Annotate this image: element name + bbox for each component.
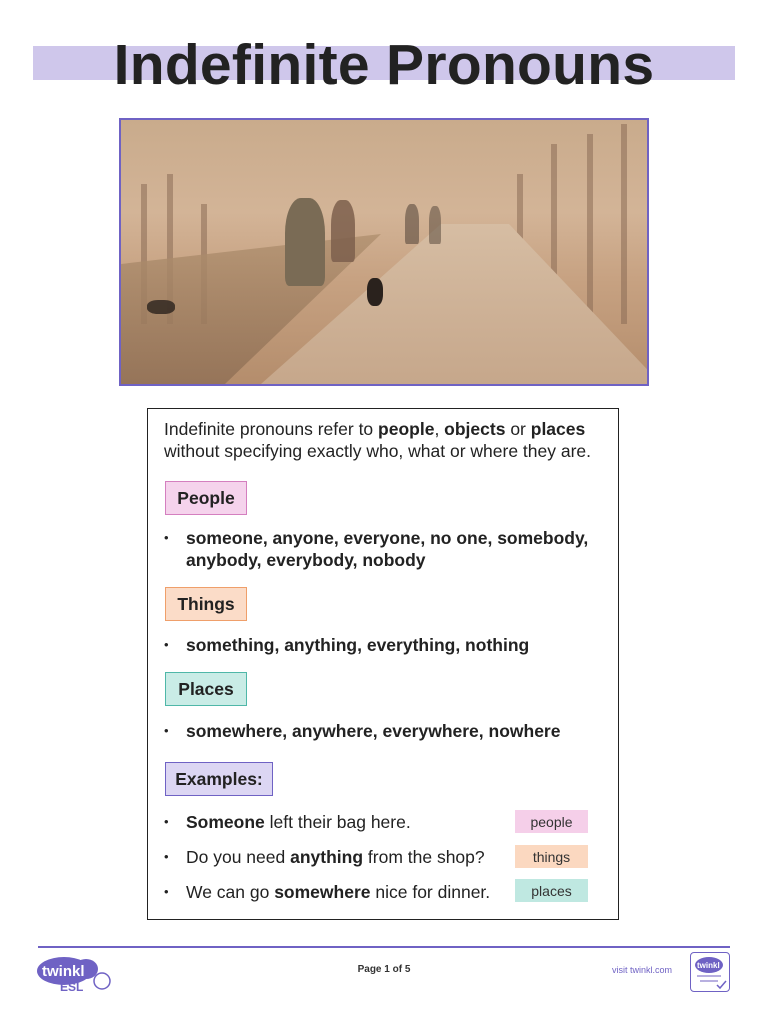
example-text: nice for dinner.: [370, 882, 491, 902]
person-distant: [405, 204, 419, 244]
logo-sub-text: ESL: [60, 980, 84, 993]
example-pronoun: somewhere: [274, 882, 371, 902]
places-list: [164, 720, 594, 742]
places-words: somewhere, anywhere, everywhere, nowhere: [186, 721, 561, 741]
dog: [147, 300, 175, 314]
intro-text: [164, 418, 614, 462]
person-walking: [331, 200, 355, 262]
bullet-icon: •: [164, 530, 169, 545]
example-pronoun: Someone: [186, 812, 265, 832]
badge-text: twinkl: [697, 961, 720, 970]
example-pronoun: anything: [290, 847, 364, 867]
intro-segment: or: [505, 419, 531, 439]
person-distant: [429, 206, 441, 244]
footer-divider: [38, 946, 730, 948]
bullet-icon: •: [164, 884, 169, 899]
category-chip-places: places: [515, 879, 588, 902]
places-label: Places: [165, 672, 247, 706]
category-chip-things: things: [515, 845, 588, 868]
list-item: [164, 527, 594, 571]
bullet-icon: •: [164, 637, 169, 652]
list-item: [164, 720, 594, 742]
people-list: [164, 527, 594, 571]
visit-link[interactable]: visit twinkl.com: [612, 965, 673, 975]
people-label: People: [165, 481, 247, 515]
logo-text: twinkl: [42, 963, 85, 980]
bullet-icon: •: [164, 723, 169, 738]
things-words: something, anything, everything, nothing: [186, 635, 530, 655]
page-number: Page 1 of 5: [357, 964, 411, 975]
dog: [367, 278, 383, 306]
example-text: from the shop?: [363, 847, 485, 867]
intro-segment: Indefinite pronouns refer to: [164, 419, 379, 439]
example-text: We can go: [186, 882, 275, 902]
intro-segment: places: [530, 419, 586, 439]
bullet-icon: •: [164, 849, 169, 864]
woman-walking-dog: [285, 198, 325, 286]
page-title: Indefinite Pronouns: [113, 33, 655, 97]
list-item: [164, 634, 594, 656]
tree: [587, 134, 593, 324]
things-label: Things: [165, 587, 247, 621]
people-words: someone, anyone, everyone, no one, somebody, anybody, everybody, nobody: [186, 528, 589, 570]
intro-segment: ,: [434, 419, 445, 439]
tree: [621, 124, 627, 324]
example-text: Do you need: [186, 847, 291, 867]
things-list: [164, 634, 594, 656]
foggy-park-photo: [119, 118, 649, 386]
intro-segment: people: [378, 419, 435, 439]
example-text: left their bag here.: [264, 812, 411, 832]
bullet-icon: •: [164, 814, 169, 829]
examples-label: Examples:: [165, 762, 273, 796]
intro-segment: objects: [444, 419, 506, 439]
quality-badge: [690, 952, 730, 992]
intro-segment: without specifying exactly who, what or where they are.: [164, 441, 592, 461]
badge-icon: [691, 953, 728, 990]
category-chip-people: people: [515, 810, 588, 833]
